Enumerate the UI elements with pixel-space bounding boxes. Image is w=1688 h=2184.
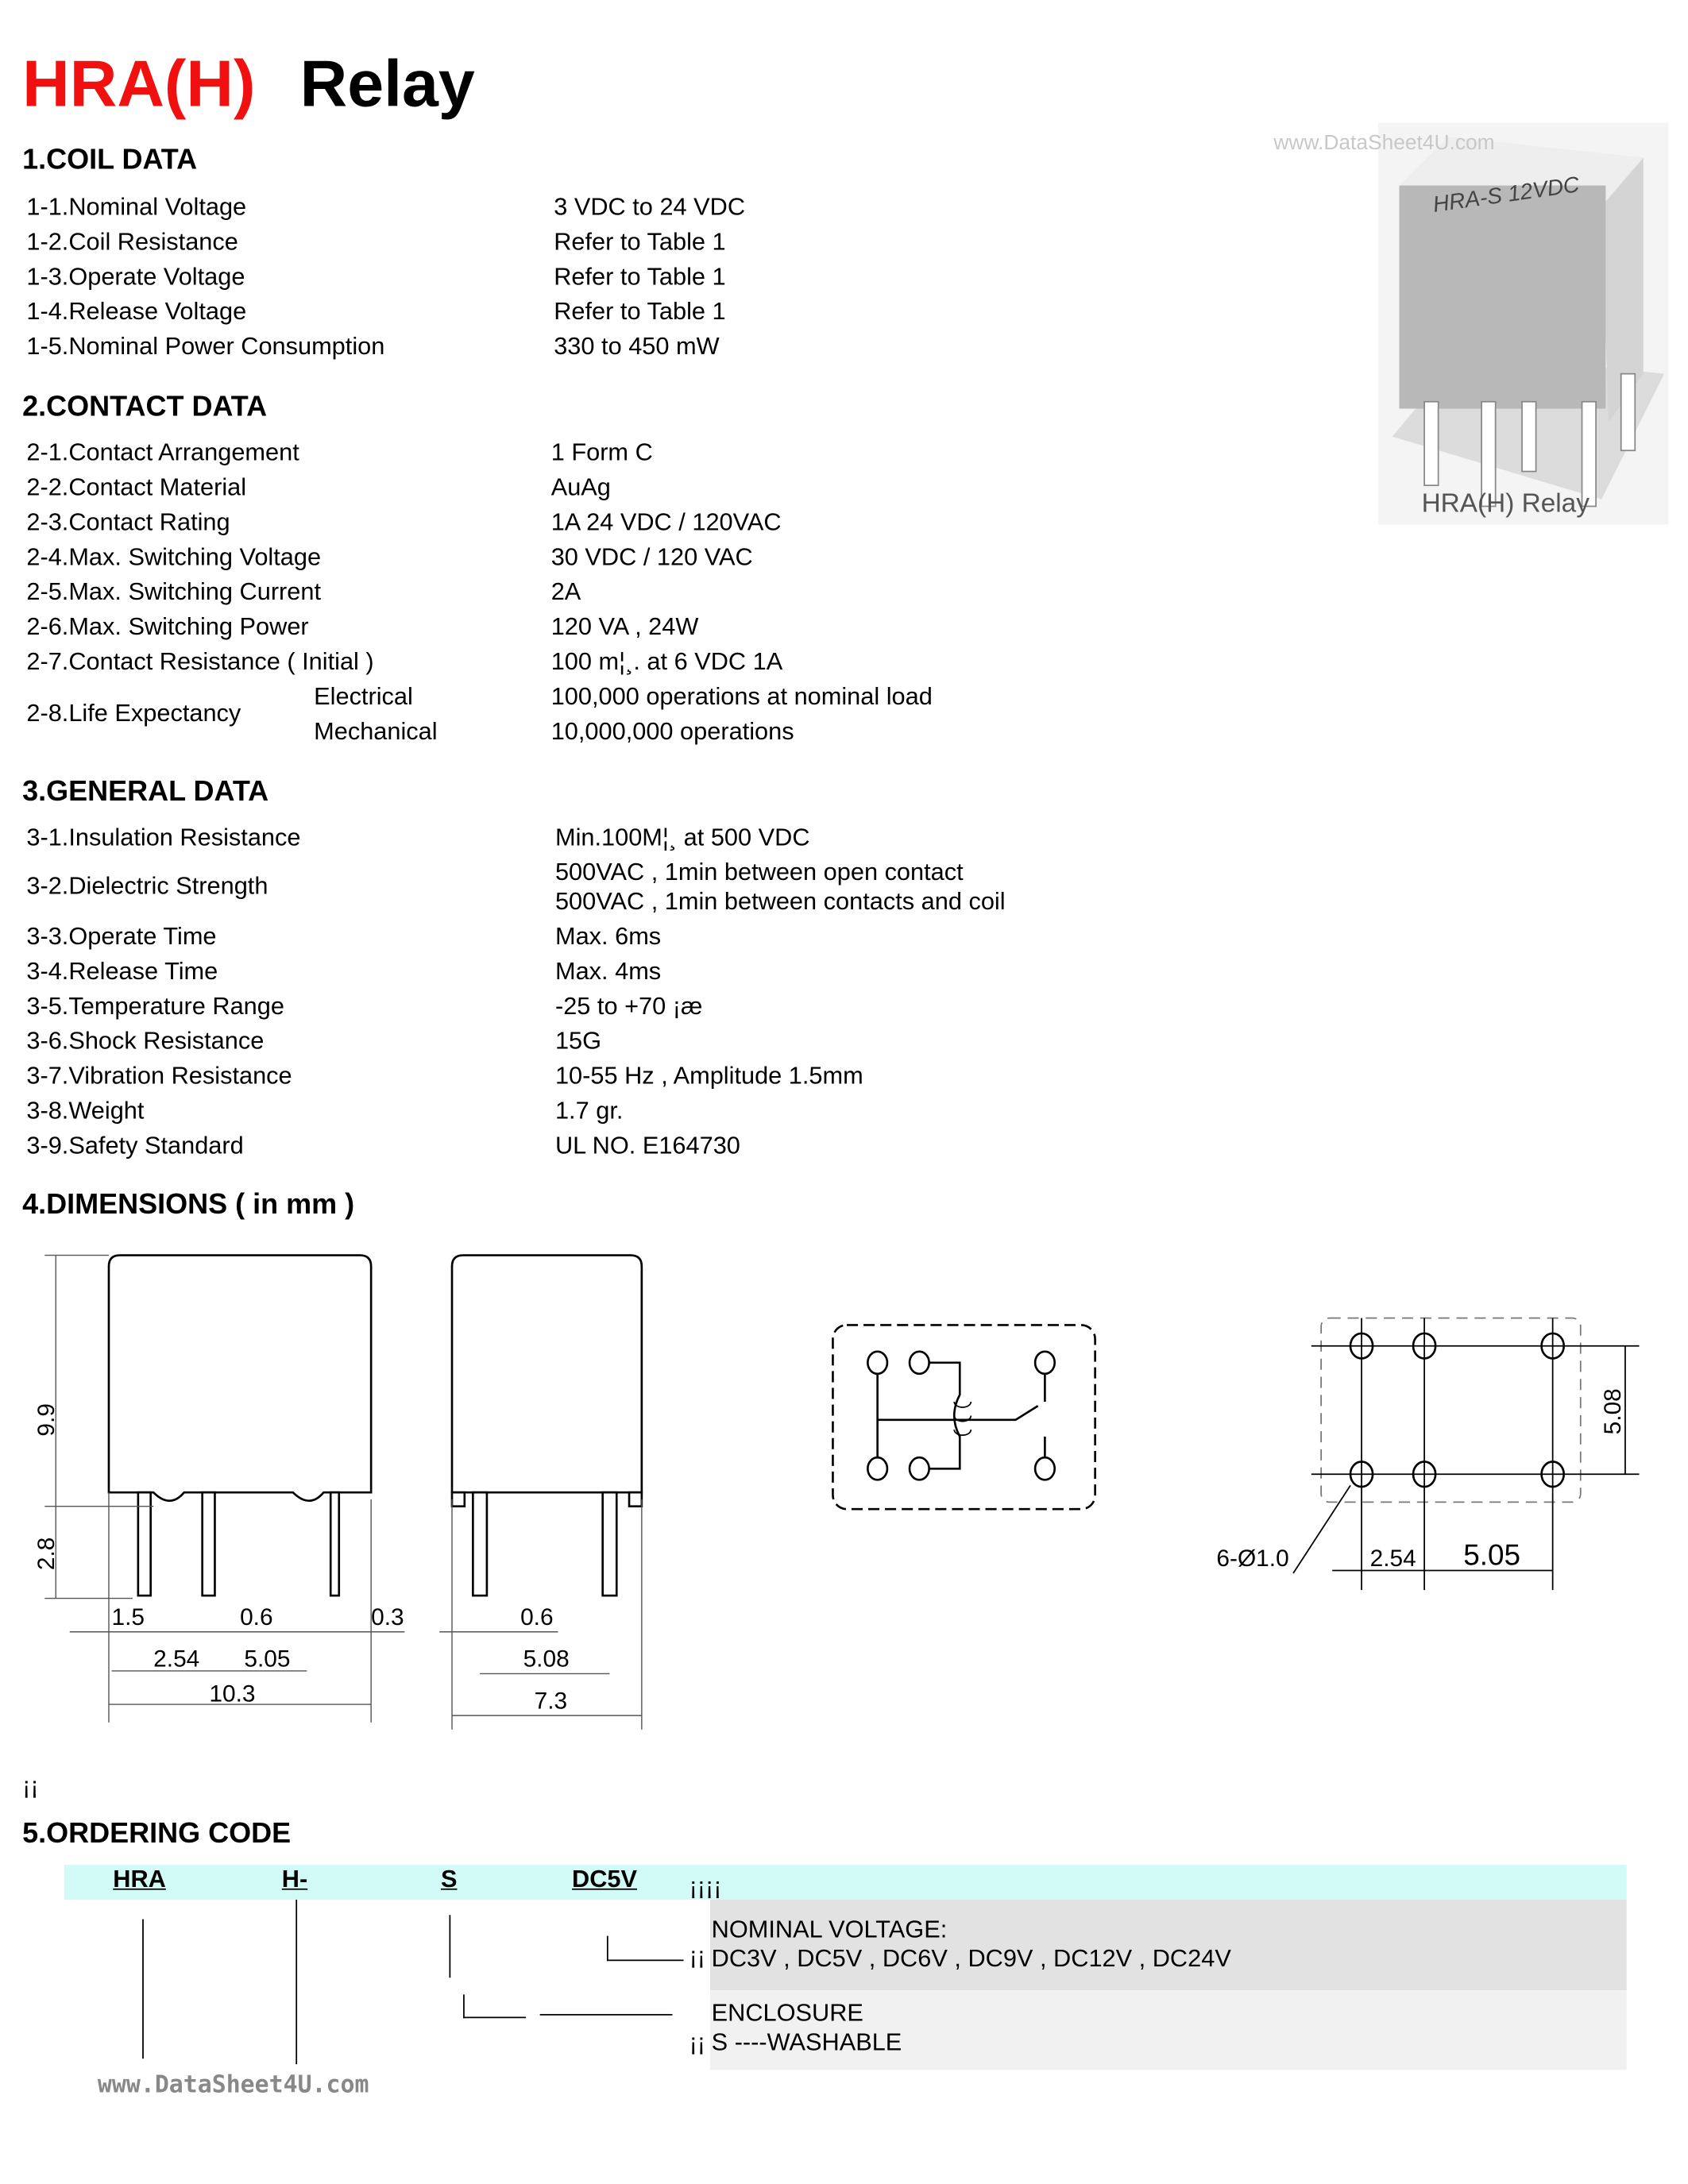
- dim-height: 9.9: [33, 1403, 60, 1437]
- row-value: 2A: [550, 577, 581, 606]
- dim-width: 10.3: [209, 1680, 256, 1707]
- row-value: 15G: [554, 1026, 602, 1055]
- row-value: 100 m¦¸. at 6 VDC 1A: [550, 646, 783, 676]
- row-value: 30 VDC / 120 VAC: [550, 542, 753, 571]
- row-value-2: 500VAC , 1min between contacts and coil: [554, 886, 1006, 916]
- code-voltage: DC5V: [572, 1865, 638, 1893]
- title-model: HRA(H): [22, 45, 256, 121]
- row-value: AuAg: [550, 473, 611, 501]
- row-label: 3-7.Vibration Resistance: [26, 1061, 292, 1090]
- contact-heading: 2.CONTACT DATA: [22, 390, 268, 423]
- mark-2: ¡¡: [689, 2028, 706, 2056]
- dim-side-pitch: 5.08: [523, 1646, 570, 1673]
- life-electrical-label: Electrical: [314, 681, 413, 710]
- nominal-values: DC3V , DC5V , DC6V , DC9V , DC12V , DC24V: [711, 1944, 1231, 1973]
- row-label: 3-2.Dielectric Strength: [26, 871, 268, 900]
- row-value: Refer to Table 1: [554, 297, 726, 326]
- dim-side-pin: 0.6: [520, 1603, 554, 1630]
- life-electrical-value: 100,000 operations at nominal load: [550, 681, 933, 710]
- dim-d: 2.54: [153, 1646, 200, 1673]
- dim-holes: 6-Ø1.0: [1216, 1545, 1289, 1572]
- dim-b: 0.6: [240, 1603, 273, 1630]
- mark-1: ¡¡: [689, 1941, 706, 1970]
- row-label: 2-7.Contact Resistance ( Initial ): [26, 646, 374, 676]
- footer-watermark: www.DataSheet4U.com: [97, 2070, 369, 2100]
- dim-c: 0.3: [371, 1603, 404, 1630]
- dim-side-width: 7.3: [534, 1688, 568, 1715]
- row-label: 2-1.Contact Arrangement: [26, 438, 299, 466]
- code-series: HRA: [113, 1865, 166, 1893]
- row-label: 3-8.Weight: [26, 1096, 145, 1125]
- row-label: 3-4.Release Time: [26, 956, 218, 985]
- row-value: UL NO. E164730: [554, 1131, 740, 1160]
- connector-line: [607, 1959, 684, 1961]
- photo-watermark: www.DataSheet4U.com: [1273, 131, 1495, 155]
- connector-line: [295, 1900, 297, 2064]
- front-view: [44, 1256, 404, 1723]
- row-value: Refer to Table 1: [554, 227, 726, 256]
- row-label: 3-6.Shock Resistance: [26, 1026, 265, 1055]
- row-label: 1-1.Nominal Voltage: [26, 192, 247, 221]
- row-value: -25 to +70 ¡æ: [554, 991, 703, 1020]
- code-type: H-: [281, 1865, 308, 1893]
- row-label: 1-2.Coil Resistance: [26, 227, 238, 256]
- title-relay: Relay: [299, 45, 475, 121]
- dim-pcb-e: 5.05: [1463, 1539, 1521, 1572]
- life-mechanical-label: Mechanical: [314, 716, 438, 745]
- row-label: 2-5.Max. Switching Current: [26, 577, 322, 606]
- row-label: 2-3.Contact Rating: [26, 507, 230, 536]
- code-enclosure: S: [440, 1865, 458, 1893]
- row-value: Min.100M¦¸ at 500 VDC: [554, 823, 810, 851]
- row-value: 330 to 450 mW: [554, 331, 720, 361]
- relay-marking: HRA-S 12VDC: [1431, 172, 1582, 217]
- row-label: 3-1.Insulation Resistance: [26, 823, 301, 851]
- row-label: 3-5.Temperature Range: [26, 991, 284, 1020]
- life-label: 2-8.Life Expectancy: [26, 698, 241, 727]
- ordering-heading: 5.ORDERING CODE: [22, 1817, 292, 1850]
- stray-chars: ¡¡: [22, 1771, 39, 1800]
- connector-line: [463, 1994, 465, 2018]
- row-value: Refer to Table 1: [554, 262, 726, 291]
- dim-pcb-v: 5.08: [1599, 1388, 1626, 1435]
- coil-heading: 1.COIL DATA: [22, 143, 198, 176]
- row-value: 120 VA , 24W: [550, 612, 699, 641]
- relay-photo: [1273, 123, 1668, 525]
- row-label: 3-9.Safety Standard: [26, 1131, 244, 1160]
- enclosure-title: ENCLOSURE: [711, 1998, 863, 2027]
- row-value: 500VAC , 1min between open contact: [554, 858, 964, 886]
- connector-line: [607, 1936, 608, 1962]
- connector-line: [449, 1915, 450, 1978]
- connector-line: [540, 2014, 673, 2016]
- row-value: Max. 4ms: [554, 956, 662, 985]
- dimensions-heading: 4.DIMENSIONS ( in mm ): [22, 1188, 355, 1221]
- life-mechanical-value: 10,000,000 operations: [550, 716, 794, 745]
- relay-illustration: [1378, 123, 1668, 525]
- row-value: 1 Form C: [550, 438, 653, 466]
- row-label: 1-3.Operate Voltage: [26, 262, 245, 291]
- connector-line: [142, 1920, 144, 2059]
- row-label: 3-3.Operate Time: [26, 921, 217, 950]
- row-value: Max. 6ms: [554, 921, 662, 950]
- nominal-title: NOMINAL VOLTAGE:: [711, 1915, 948, 1943]
- dim-a: 1.5: [111, 1603, 145, 1630]
- row-value: 10-55 Hz , Amplitude 1.5mm: [554, 1061, 863, 1090]
- connector-line: [463, 2016, 526, 2018]
- schematic-view: [832, 1325, 1095, 1509]
- enclosure-values: S ----WASHABLE: [711, 2028, 902, 2056]
- dim-pcb-d: 2.54: [1369, 1545, 1416, 1572]
- row-value: 1.7 gr.: [554, 1096, 624, 1125]
- row-label: 1-4.Release Voltage: [26, 297, 247, 326]
- row-label: 1-5.Nominal Power Consumption: [26, 331, 385, 361]
- general-heading: 3.GENERAL DATA: [22, 775, 269, 808]
- dim-pin-length: 2.8: [33, 1537, 60, 1571]
- row-label: 2-6.Max. Switching Power: [26, 612, 309, 641]
- row-label: 2-2.Contact Material: [26, 473, 247, 501]
- row-label: 2-4.Max. Switching Voltage: [26, 542, 322, 571]
- code-trail: ¡¡¡¡: [689, 1871, 722, 1900]
- row-value: 3 VDC to 24 VDC: [554, 192, 746, 221]
- photo-caption: HRA(H) Relay: [1421, 489, 1590, 519]
- row-value: 1A 24 VDC / 120VAC: [550, 507, 782, 536]
- dim-e: 5.05: [244, 1646, 291, 1673]
